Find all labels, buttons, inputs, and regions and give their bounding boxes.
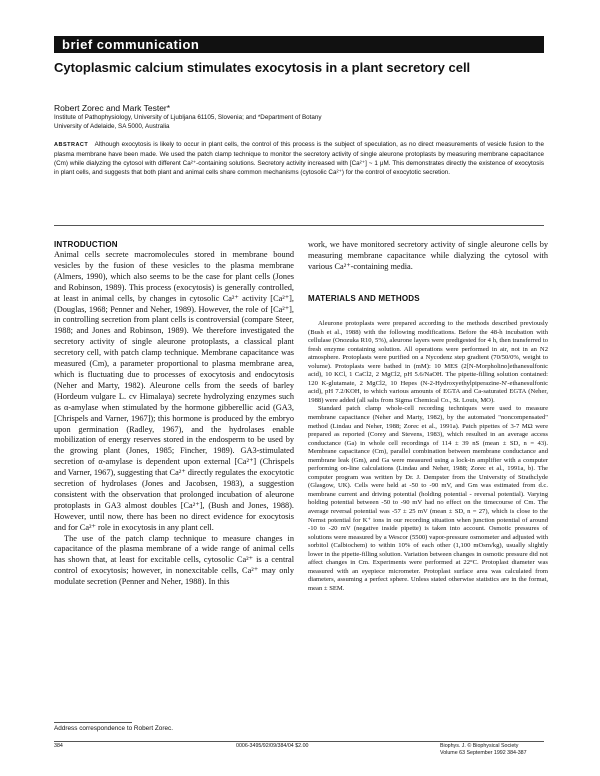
- affiliation-line-2: University of Adelaide, SA 5000, Australia: [54, 122, 170, 130]
- affiliation-line-1: Institute of Pathophysiology, University of Ljubljana 61105, Slovenia; and *Department of Botany: [54, 114, 322, 121]
- footnote-rule: [54, 722, 132, 723]
- right-column-intro: [308, 240, 548, 273]
- affiliations: [54, 114, 544, 131]
- page-number: 384: [54, 743, 63, 749]
- section-banner: brief communication: [54, 36, 544, 53]
- intro-heading: INTRODUCTION: [54, 240, 118, 249]
- article-title: Cytoplasmic calcium stimulates exocytosis in a plant secretory cell: [54, 60, 471, 75]
- divider: [54, 225, 544, 226]
- intro-paragraph-3: work, we have monitored secretory activity of single aleurone cells by measuring membrane capacitance while dialyzing the cytosol with various Ca²⁺-containing media.: [308, 240, 548, 271]
- authors: Robert Zorec and Mark Tester*: [54, 103, 171, 113]
- abstract-label: ABSTRACT: [54, 142, 89, 148]
- methods-heading: MATERIALS AND METHODS: [308, 294, 420, 303]
- journal-name: Biophys. J. © Biophysical Society: [440, 743, 519, 749]
- methods-paragraph-2: Standard patch clamp whole-cell recording techniques were used to measure membrane capacitance (Neher and Marty, 1982), by the automated "noncompensated" method (Lindau and Neher, 1988; Zorec et al., 1991a). Patch pipettes of 3-7 MΩ were prepared as reported (Corey and Stevens, 1983), which resulted in an average access conductance (Ga) in whole cell recordings of 114 ± 39 nS (mean ± SD, n = 43). Membrane capacitance (Cm), parallel combination between membrane conductance and membrane leak (Gm), and Ga were measured using a lock-in amplifier with a computer performing on-line calculations (Lindau and Neher, 1988; Zorec et al., 1991a, b). The computer program was written by Dr. J. Dempster from the University of Strathclyde (Glasgow, UK). Cells were held at -50 to -90 mV, and Gm was estimated from d.c. membrane current and driving potential (holding potential - reversal potential). Varying holding potential between -50 to -90 mV had no effect on the timecourse of Cm. The average reversal potential was -57 ± 25 mV (mean ± SD, n = 27), which is close to the Nernst potential for K⁺ ions in our recording situation when junction potential of around -10 to -20 mV (negative inside pipette) is taken into account. Osmotic pressures of solutions were measured by a Wescor (5500) vapor-pressure osmometer and adjusted with sorbitol (Calbiochem) to within 10% of each other (1,100 mOsm/kg), usually slightly lower in the pipette-filling solution. Variation between changes in osmotic pressure did not affect changes in Cm. Experiments were performed at 22°C. Protoplast diameter was measured with an eyepiece micrometer. Protoplast surface area was calculated from diameters, assuming a perfect sphere. Unless stated otherwise statistics are in the format, mean ± SEM.: [308, 405, 548, 592]
- methods-paragraph-1: Aleurone protoplasts were prepared according to the methods described previously (Bush et al., 1988) with the following modifications. Before the 48-h incubation with cellulase (Onozuka R10, 5%), aleurone layers were predigested for 4 h, then transferred to fresh enzyme containing solution. All operations were performed in air, not in an N2 atmosphere. Protoplasts were purified on a Nycodenz step gradient (70/50/0%, weight to volume). Protoplasts were bathed in (mM): 10 MES (2[N-Morpholino]ethanesulfonic acid), 10 KCl, 1 CaCl2, 2 MgCl2, pH 5.6/NaOH. The pipette-filling solution contained: 120 K-glutamate, 2 MgCl2, 10 Hepes (N-2-Hydroxyethylpiperazine-N'-ethanesulfonic acid), pH 7.2/KOH, to which various amounts of EGTA and Ca-saturated EGTA (Neher, 1988) were added (all salts from Sigma Chemical Co., St. Louis, MO).: [308, 320, 548, 404]
- methods-text: [308, 320, 548, 594]
- issn-code: 0006-3495/92/09/384/04 $2.00: [236, 743, 309, 749]
- footer-rule: [54, 741, 544, 742]
- intro-paragraph-1: Animal cells secrete macromolecules stored in membrane bound vesicles by the fusion of these vesicles to the plasma membrane (Almers, 1990), which also seems to be the case for plant cells (Jones and Robinson, 1989). This process (exocytosis) is generally controlled, at least in animal cells, by changes in cytosolic Ca²⁺ activity [Ca²⁺], (Douglas, 1968; Penner and Neher, 1989). However, the role of [Ca²⁺], in controlling secretion from plant cells is controversial (compare Steer, 1988; and Jones and Robinson, 1989). We therefore investigated the secretory activity of single aleurone protoplasts, a classical plant secretory cell, with patch clamp technique. Membrane capacitance was measured (Cm), a parameter proportional to plasma membrane area, which is fluctuating due to processes of exocytosis and endocytosis (Neher and Marty, 1982). Aleurone cells from the seeds of barley (Hordeum vulgare L. cv Himalaya) secrete hydrolyzing enzymes such as α-amylase when stimulated by the hormone gibberellic acid (GA3, [Chrispels and Varner, 1967]); this hormone is produced by the embryo upon germination (Radley, 1967), and the hydrolases enable mobilization of energy reserves stored in the endosperm to be used by the growing plant (Jones, 1985; Fincher, 1989). GA3-stimulated secretion of α-amylase is dependent upon external [Ca²⁺] (Chrispels and Varner, 1967), suggesting that Ca²⁺ directly regulates the exocytotic secretion of hydrolases (Jones and Jacobsen, 1983), a suggestion consistent with the observation that prolonged incubation of aleurone protoplasts in GA3 almost doubles [Ca²⁺], (Bush and Jones, 1988). However, until now, there has been no direct evidence for exocytosis and for Ca²⁺ role in exocytosis in any plant cell.: [54, 250, 294, 532]
- abstract-text: Although exocytosis is likely to occur in plant cells, the control of this process is the subject of speculation, as no direct measurements of vesicle fusion to the plasma membrane have been made. We used the patch clamp technique to monitor the secretory activity of single aleurone protoplasts by measuring membrane capacitance (Cm) while dialyzing the cytosol with different Ca²⁺-containing solutions. Secretory activity increased with [Ca²⁺] ~ 1 μM. This demonstrates directly the existence of exocytosis in plant cells, and suggests that both plant and animal cells share common mechanisms (cytosolic Ca²⁺) for the control of exocytotic secretion.: [54, 141, 544, 176]
- left-column: [54, 240, 294, 588]
- abstract: [54, 140, 544, 177]
- journal-volume: Volume 63 September 1992 384-387: [440, 750, 527, 756]
- footnote: Address correspondence to Robert Zorec.: [54, 725, 173, 732]
- intro-paragraph-2: The use of the patch clamp technique to measure changes in capacitance of the plasma membrane of a wide range of animal cells has shown that, at least for excitable cells, cytosolic Ca²⁺ is a central control of exocytosis; however, in nonexcitable cells, Ca²⁺ may only modulate secretion (Penner and Neher, 1988). In this: [54, 533, 294, 587]
- journal-info: [440, 743, 527, 757]
